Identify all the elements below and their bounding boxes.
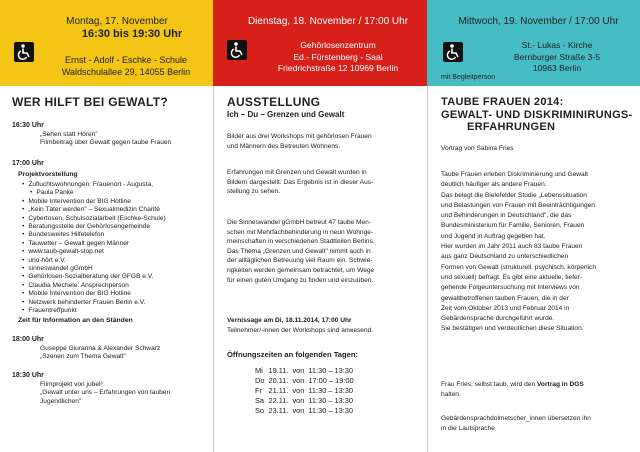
text-line: Bildern dargestellt. Das Ergebnis ist in dieser Aus- (227, 178, 374, 186)
weekday: Fr (255, 385, 262, 395)
weekday: Do (255, 376, 265, 386)
program-line: Jugendlichen" (40, 397, 82, 405)
list-item: • Mobile Intervention der BIG Hotline (22, 290, 212, 298)
program-text (40, 381, 170, 406)
text-line: meinschaften in verschiedenen Stadtteilen Berlins. (227, 238, 375, 246)
day-label: Mittwoch, 19. November / 17:00 Uhr (458, 16, 619, 27)
weekday: Mi (255, 366, 263, 376)
program-text (40, 131, 171, 148)
time-range: 11:30 – 13:30 (308, 385, 354, 395)
program-line: Guseppe Giuranna & Alexander Schwarz (40, 345, 161, 352)
address-tuesday (253, 40, 423, 75)
companion-note: mit Begleitperson (441, 74, 496, 81)
text-line: aus ganz Deutschland zu unterschiedlichen (441, 253, 569, 261)
text-line: stellung zu sehen. (227, 188, 281, 196)
title-line: TAUBE FRAUEN 2014: (441, 96, 564, 108)
header-wednesday (427, 0, 640, 86)
address-line: Waldschulallee 29, 14055 Berlin (61, 67, 191, 77)
text-line: und Männern des Betreuten Wohnens. (227, 142, 341, 150)
text-line: gehende Folgeuntersuchung mit Interviews von (441, 284, 580, 292)
from-label: von (292, 376, 305, 386)
address-line: Bernburger Straße 3-5 (514, 51, 600, 62)
list-item: • Tauwetter – Gewalt gegen Männer (22, 240, 212, 248)
list-item: • „Kein Täter werden" – Sexualmedizin Charité (22, 206, 212, 214)
lecture-label: Vortrag von Sabina Fries (441, 145, 514, 152)
address-wednesday (477, 40, 637, 75)
table-row (255, 366, 358, 376)
text-line: der alltäglichen Betreuung viel Raum ein. Schwie- (227, 257, 373, 265)
text-line: deutlich häufiger als andere Frauen. (441, 181, 547, 189)
table-row (255, 386, 358, 396)
column-wednesday (427, 0, 640, 452)
text-line: für einen guten Umgang zu finden und einzuüben. (227, 276, 374, 284)
list-item: • Netzwerk behinderter Frauen Berlin e.V. (22, 299, 212, 307)
paragraph (227, 218, 423, 285)
text-line: gewaltbetroffenen tauben Frauen, die in der (441, 294, 569, 302)
list-item: • Beratungsstelle der Gehörlosengemeinde (22, 223, 212, 231)
lecture-body (441, 170, 639, 335)
text-line: Gebärdensprache durchgeführt wurde. (441, 315, 555, 323)
time-range: 11:30 – 13:30 (308, 405, 354, 415)
program-text (40, 345, 160, 362)
closing-text: Frau Fries, selbst taub, wird den (441, 381, 538, 388)
date: 19.11. (268, 366, 289, 376)
text-line: Hier wurden im Jahr 2011 auch 83 taube Frauen (441, 243, 583, 251)
time-slot: 17:00 Uhr (12, 160, 44, 167)
section-title: WER HILFT BEI GEWALT? (12, 95, 169, 109)
date: 23.11. (268, 405, 289, 415)
from-label: von (292, 405, 305, 415)
text-line: Gebärdensprachdolmetscher_innen übersetzen ihn (441, 415, 591, 422)
vernissage-date: Vernissage am Di, 18.11.2014, 17:00 Uhr (227, 317, 352, 324)
date: 21.11. (268, 385, 289, 395)
section-title (441, 96, 633, 134)
program-line: „Sehen statt Hören" (40, 131, 98, 138)
text-line: in die Lautsprache (441, 425, 495, 433)
closing-emphasis: Vortrag in DGS (537, 381, 584, 388)
vernissage-note: Teilnehmer/-innen der Workshops sind anwesend. (227, 326, 374, 334)
list-item: • Gehörlosen-Sozialberatung der GFGB e.V. (22, 273, 212, 281)
text-line: und Behinderungen in Deutschland", die das (441, 212, 572, 220)
text-line: Sie bestätigen und verdeutlichen diese Situation. (441, 325, 584, 333)
wheelchair-icon (227, 40, 247, 60)
text-line: Formen von Gewalt (strukturell, psychisch, körperlich (441, 263, 597, 271)
list-item: • Mobile Intervention der BIG Hotline (22, 198, 212, 206)
section-subtitle: Ich – Du – Grenzen und Gewalt (227, 110, 345, 119)
program-line: Filmprojekt von jubel³ (40, 381, 103, 388)
address-monday (40, 54, 212, 78)
address-line: Ernst - Adolf - Eschke - Schule (64, 55, 188, 65)
text-line: und Belastungen von Frauen mit Beeinträchtigungen (441, 201, 595, 209)
header-monday (0, 0, 213, 86)
paragraph (227, 168, 423, 197)
list-item: • Bundesweites Hilfetelefon (22, 231, 212, 239)
column-divider (213, 86, 214, 452)
list-item: • Claudia Mechele: Ansprechperson (22, 282, 212, 290)
title-line: GEWALT- UND DISKRIMINIRUNGS- (441, 108, 633, 121)
address-line: St.- Lukas - Kirche (521, 40, 593, 50)
from-label: von (292, 395, 305, 405)
opening-hours-title: Öffnungszeiten an folgenden Tagen: (227, 350, 359, 359)
weekday: So (255, 405, 265, 415)
list-item: • sinneswandel gGmbH (22, 265, 212, 273)
time-range: 11:30 – 13:30 (308, 395, 354, 405)
list-item: • uno-hört e.V. (22, 257, 212, 265)
text-line: Die Sinneswandel gGmbH betreut 47 taube Men- (227, 219, 372, 226)
column-tuesday (213, 0, 427, 452)
program-line: „Szenen zum Thema Gewalt" (40, 353, 126, 361)
column-monday (0, 0, 213, 452)
time-slot: 18:00 Uhr (12, 336, 44, 343)
interpreter-note (441, 414, 639, 435)
text-line: Das belegt die Bielefelder Studie „Lebenssituation (441, 191, 587, 199)
project-list (22, 181, 212, 316)
address-line: Ed.- Fürstenberg - Saal (293, 51, 383, 62)
text-line: Bundesministerium für Familie, Senioren, Frauen (441, 222, 585, 230)
program-line: Filmbeitrag über Gewalt gegen taube Frauen (40, 139, 172, 147)
day-label: Dienstag, 18. November / 17:00 Uhr (247, 16, 409, 27)
text-line: Zeit vom Oktober 2013 und Februar 2014 in (441, 304, 570, 312)
opening-hours-table (255, 366, 358, 415)
time-slot: 16:30 Uhr (12, 122, 44, 129)
wheelchair-icon (443, 42, 463, 62)
text-line: rigkeiten werden gemeinsam betrachtet, um Wege (227, 266, 375, 274)
section-title: AUSSTELLUNG (227, 95, 321, 109)
time-slot: 18:30 Uhr (12, 372, 44, 379)
weekday: Sa (255, 395, 265, 405)
text-line: und sexuell) befragt. Es gibt eine aktuelle, tiefer- (441, 273, 583, 281)
wheelchair-icon (14, 42, 34, 62)
address-line: 10963 Berlin (532, 63, 582, 73)
text-line: Das Thema „Grenzen und Gewalt" nimmt auch in (227, 247, 371, 255)
program-line: „Gewalt unter uns – Erfahrungen von tauben (40, 389, 171, 397)
address-line: Gehörlosenzentrum (300, 40, 376, 50)
paragraph (227, 132, 423, 151)
time-label: 16:30 bis 19:30 Uhr (81, 28, 183, 40)
title-line: ERFAHRUNGEN (467, 121, 556, 133)
address-line: Friedrichstraße 12 10969 Berlin (277, 63, 399, 73)
text-line: Bilder aus drei Workshops mit gehörlosen Frauen (227, 133, 372, 140)
table-row (255, 376, 358, 386)
project-heading: Projektvorstellung (18, 171, 78, 178)
info-heading: Zeit für Information an den Ständen (18, 317, 133, 324)
text-line: Taube Frauen erleben Diskriminierung und Gewalt (441, 171, 588, 178)
text-line: und Jugend in Auftrag gegeben hat. (441, 232, 546, 240)
list-item: • www.taub-gewalt-stop.net (22, 248, 212, 256)
date: 20.11. (268, 376, 289, 386)
column-divider (427, 86, 428, 452)
time-range: 11:30 – 13:30 (308, 366, 354, 376)
text-line: Erfahrungen mit Grenzen und Gewalt wurden in (227, 169, 367, 176)
list-item: • Frauentreffpunkt (22, 307, 212, 315)
header-tuesday (213, 0, 427, 86)
time-range: 17:00 – 19:00 (308, 376, 354, 386)
table-row (255, 405, 358, 415)
table-row (255, 395, 358, 405)
from-label: von (292, 385, 305, 395)
list-item: • Zufluchtswohnungen: Frauenort - Augusta, (22, 181, 212, 189)
day-label: Montag, 17. November (66, 16, 168, 27)
list-item: • Paula Panke (22, 189, 212, 197)
from-label: von (292, 366, 305, 376)
closing-note (441, 380, 639, 401)
date: 22.11. (268, 395, 289, 405)
vernissage (227, 316, 425, 335)
list-item: • Cybertosen, Schulsozialarbeit (Eschke-Schule) (22, 215, 212, 223)
text-line: schen mit Mehrfachbehinderung in neun Wohnge- (227, 228, 374, 236)
closing-text: halten. (441, 391, 461, 399)
